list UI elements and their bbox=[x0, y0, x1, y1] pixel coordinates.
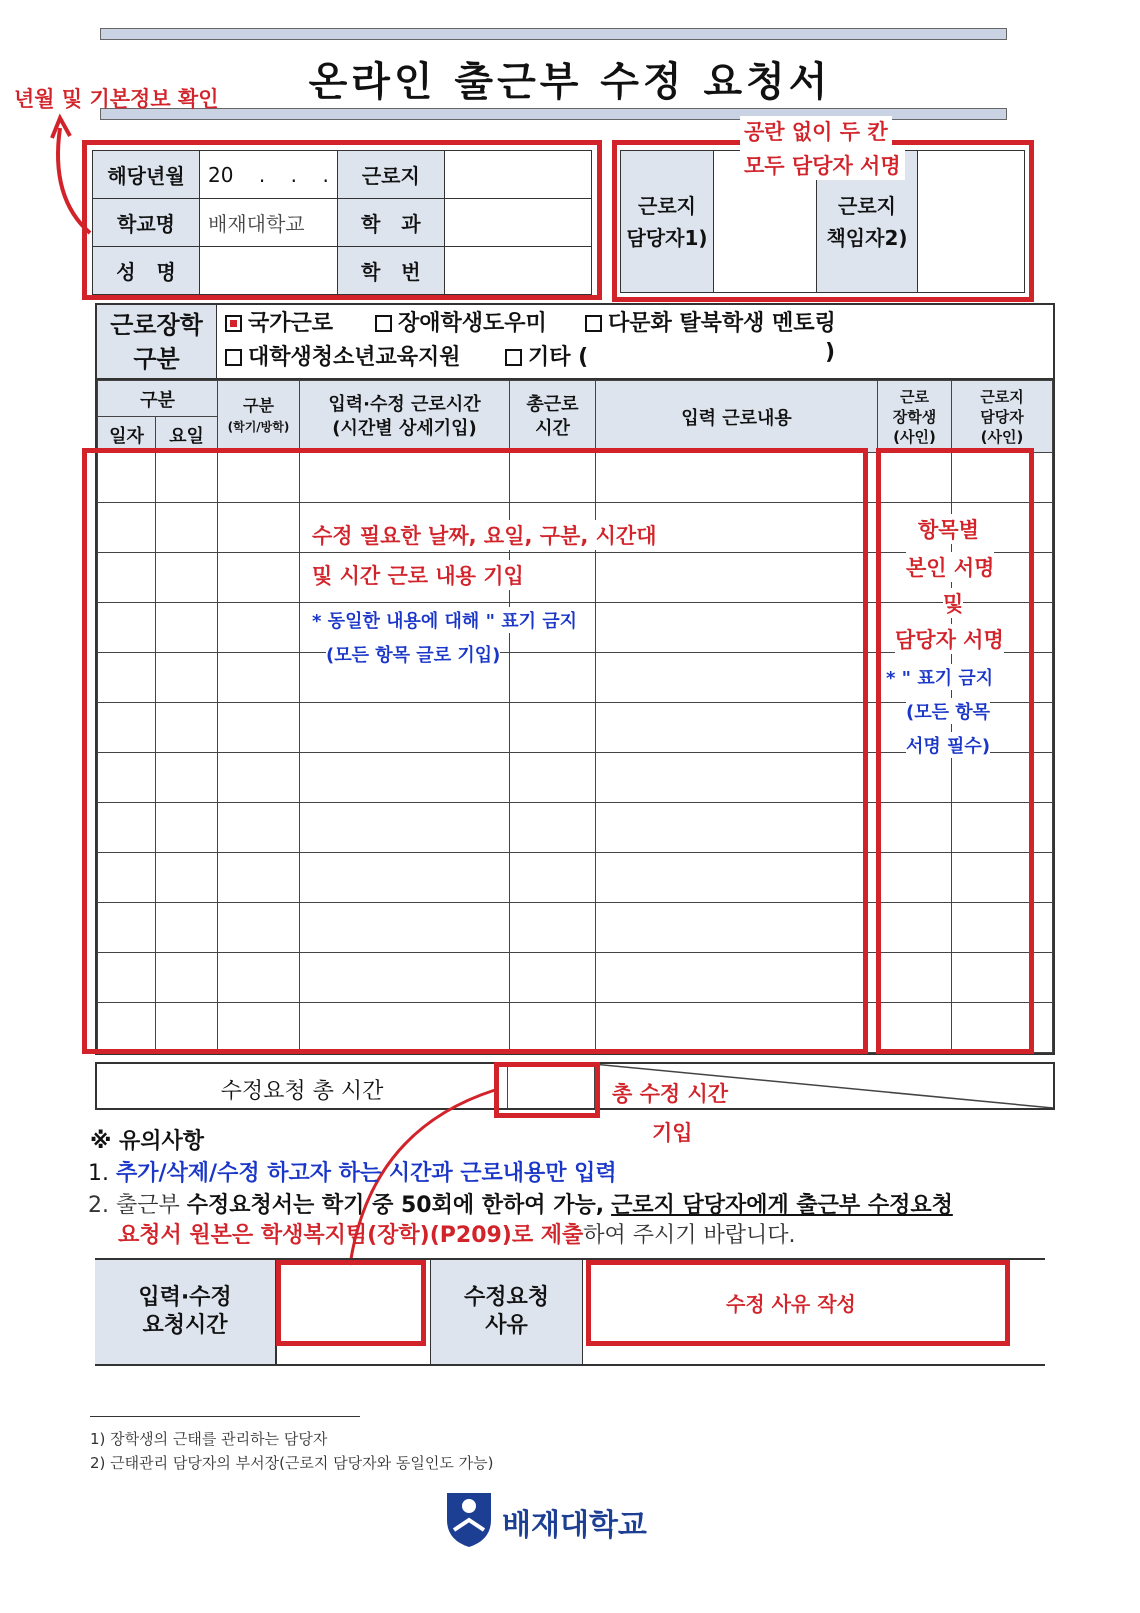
year-month-field[interactable]: 20 . . . bbox=[200, 151, 338, 199]
annotation-sign-side-2: 본인 서명 bbox=[906, 552, 994, 582]
category-label: 근로장학 구분 bbox=[97, 305, 217, 379]
option-other-close: ) bbox=[825, 340, 836, 365]
annotation-total-2: 기입 bbox=[652, 1121, 693, 1145]
checkbox-checked-icon[interactable] bbox=[225, 315, 242, 332]
header-type: 구분 (학기/방학) bbox=[218, 381, 300, 453]
annotation-top-left: 년월 및 기본정보 확인 bbox=[14, 87, 219, 111]
annotation-sign-side-1: 항목별 bbox=[918, 514, 979, 544]
checkbox-icon[interactable] bbox=[505, 349, 522, 366]
page-title: 온라인 출근부 수정 요청서 bbox=[308, 59, 832, 105]
annotation-sign-blue-1: * " 표기 금지 bbox=[886, 664, 993, 690]
annotation-sign-blue-2: (모든 항목 bbox=[906, 698, 990, 724]
header-total: 총근로 시간 bbox=[510, 381, 596, 453]
header-day: 요일 bbox=[156, 417, 218, 453]
annotation-sign-side-4: 담당자 서명 bbox=[895, 624, 1004, 654]
note-3: 요청서 원본은 학생복지팀(장학)(P209)로 제출하여 주시기 바랍니다. bbox=[118, 1223, 796, 1248]
header-manager-sign: 근로지 담당자 (사인) bbox=[952, 381, 1053, 453]
checkbox-icon[interactable] bbox=[375, 315, 392, 332]
request-time-highlight bbox=[276, 1260, 426, 1346]
top-bar bbox=[100, 28, 1007, 40]
request-reason-label: 수정요청 사유 bbox=[431, 1260, 583, 1364]
footnote-1: 1) 장학생의 근태를 관리하는 담당자 bbox=[90, 1430, 328, 1448]
annotation-sign-blue-3: 서명 필수) bbox=[906, 732, 990, 758]
option-youth-education[interactable]: 대학생청소년교육지원 bbox=[225, 340, 461, 371]
info-highlight bbox=[82, 140, 602, 300]
annotation-total-1: 총 수정 시간 bbox=[612, 1078, 728, 1108]
total-label: 수정요청 총 시간 bbox=[220, 1079, 384, 1104]
annotation-grid-2: 및 시간 근로 내용 기입 bbox=[312, 560, 524, 590]
head-label: 근로지 책임자2) bbox=[817, 151, 918, 293]
school-field[interactable]: 배재대학교 bbox=[200, 199, 338, 247]
school-label: 학교명 bbox=[93, 199, 200, 247]
option-national[interactable]: 국가근로 bbox=[225, 306, 333, 337]
annotation-grid-1: 수정 필요한 날짜, 요일, 구분, 시간대 bbox=[312, 520, 657, 550]
header-student-sign: 근로 장학생 (사인) bbox=[878, 381, 952, 453]
manager-label: 근로지 담당자1) bbox=[621, 151, 714, 293]
option-other[interactable]: 기타 ( bbox=[505, 340, 588, 371]
annotation-reason: 수정 사유 작성 bbox=[726, 1292, 856, 1316]
annotation-sign-2: 모두 담당자 서명 bbox=[740, 150, 905, 180]
header-content: 입력 근로내용 bbox=[596, 381, 878, 453]
option-disability[interactable]: 장애학생도우미 bbox=[375, 306, 547, 337]
annotation-grid-blue-2: (모든 항목 글로 기입) bbox=[326, 641, 500, 667]
checkbox-icon[interactable] bbox=[225, 349, 242, 366]
annotation-sign-side-3: 및 bbox=[943, 588, 963, 618]
university-shield-icon bbox=[444, 1490, 494, 1550]
student-no-label: 학 번 bbox=[337, 247, 444, 295]
university-logo-text: 배재대학교 bbox=[502, 1508, 647, 1543]
annotation-sign-1: 공란 없이 두 칸 bbox=[740, 116, 892, 146]
header-time: 입력·수정 근로시간 (시간별 상세기입) bbox=[300, 381, 510, 453]
dept-label: 학 과 bbox=[337, 199, 444, 247]
note-1: 1. 추가/삭제/수정 하고자 하는 시간과 근로내용만 입력 bbox=[88, 1161, 617, 1186]
workplace-label: 근로지 bbox=[337, 151, 444, 199]
option-multicultural[interactable]: 다문화 탈북학생 멘토링 bbox=[585, 306, 836, 337]
notes-heading: ※ 유의사항 bbox=[90, 1129, 205, 1154]
footnote-divider bbox=[90, 1416, 360, 1417]
name-label: 성 명 bbox=[93, 247, 200, 295]
header-group: 구분 bbox=[98, 381, 218, 417]
annotation-grid-blue-1: * 동일한 내용에 대해 " 표기 금지 bbox=[312, 607, 577, 633]
request-time-label: 입력·수정 요청시간 bbox=[95, 1260, 275, 1364]
header-date: 일자 bbox=[98, 417, 156, 453]
note-2: 2. 출근부 수정요청서는 학기 중 50회에 한하여 가능, 근로지 담당자에게 출근부 수정요청 bbox=[88, 1193, 953, 1218]
footnote-2: 2) 근태관리 담당자의 부서장(근로지 담당자와 동일인도 가능) bbox=[90, 1454, 494, 1472]
year-month-label: 해당년월 bbox=[93, 151, 200, 199]
checkbox-icon[interactable] bbox=[585, 315, 602, 332]
